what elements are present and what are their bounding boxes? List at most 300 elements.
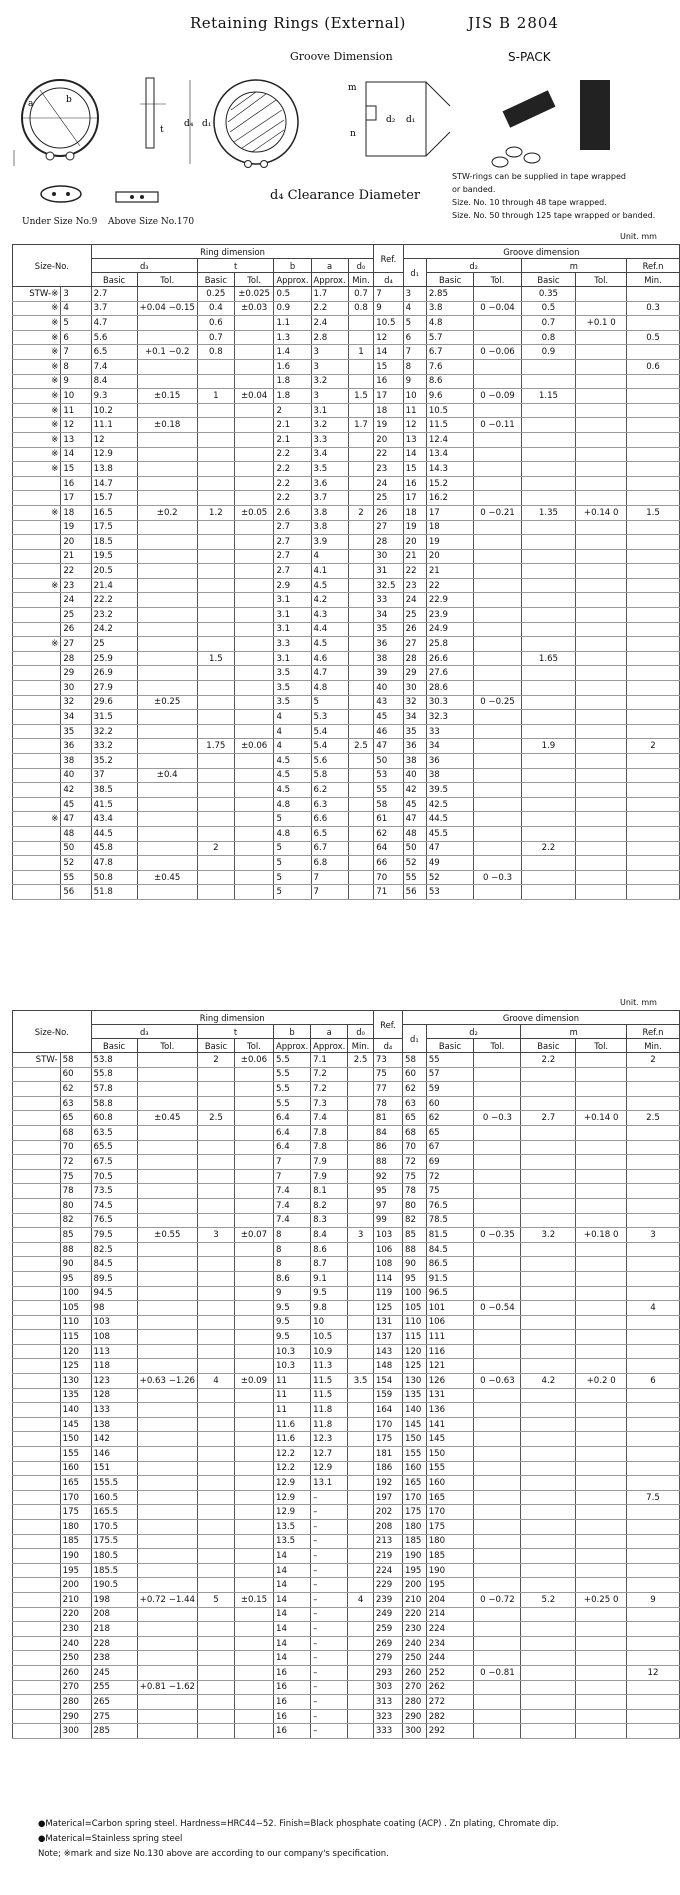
- table-cell: [234, 549, 274, 564]
- table-cell: [474, 1330, 521, 1345]
- table-cell: [234, 1388, 273, 1403]
- table-cell: 84: [373, 1125, 402, 1140]
- table-cell: 19: [403, 520, 426, 535]
- table-cell: [13, 622, 61, 637]
- table-cell: [137, 1067, 197, 1082]
- table-cell: 3.5: [348, 1374, 374, 1389]
- table-cell: [521, 1286, 576, 1301]
- table-cell: [198, 1330, 235, 1345]
- table-cell: [474, 1169, 521, 1184]
- table-cell: 78: [60, 1184, 91, 1199]
- material-note: ●Materical=Stainless spring steel: [38, 1834, 183, 1844]
- table-cell: [234, 403, 274, 418]
- table-cell: [348, 447, 374, 462]
- table-cell: 2.1: [274, 432, 311, 447]
- table-cell: [474, 564, 521, 579]
- table-cell: 47: [374, 739, 403, 754]
- table-cell: [627, 1198, 680, 1213]
- table-cell: 7.4: [274, 1184, 311, 1199]
- table-cell: 7.8: [311, 1125, 348, 1140]
- table-cell: [521, 1549, 576, 1564]
- table-cell: 170: [402, 1490, 426, 1505]
- col-approx: Approx.: [274, 1039, 311, 1053]
- table-cell: 249: [373, 1607, 402, 1622]
- table-cell: [197, 666, 234, 681]
- table-cell: [348, 695, 374, 710]
- table-row: [13, 505, 680, 520]
- table-cell: [474, 1257, 521, 1272]
- table-cell: 6: [61, 330, 91, 345]
- table-cell: [197, 681, 234, 696]
- table-cell: [627, 870, 680, 885]
- table-cell: [521, 1315, 576, 1330]
- table-cell: [137, 330, 197, 345]
- table-cell: 260: [60, 1665, 91, 1680]
- table-cell: [198, 1461, 235, 1476]
- table-cell: 34: [61, 710, 91, 725]
- table-cell: [474, 1695, 521, 1710]
- table-cell: 82.5: [91, 1242, 137, 1257]
- table-cell: 1: [348, 345, 374, 360]
- table-cell: 26.9: [91, 666, 137, 681]
- table-cell: [627, 1096, 680, 1111]
- table-cell: 165.5: [91, 1505, 137, 1520]
- table-cell: [13, 1651, 61, 1666]
- table-cell: 82: [60, 1213, 91, 1228]
- table-cell: 36: [374, 637, 403, 652]
- table-cell: 63: [60, 1096, 91, 1111]
- table-cell: [234, 710, 274, 725]
- table-cell: 0.5: [521, 301, 576, 316]
- table-cell: [521, 783, 576, 798]
- table-cell: [576, 1432, 627, 1447]
- table-cell: [521, 491, 576, 506]
- table-cell: [627, 1709, 680, 1724]
- table-cell: [474, 520, 521, 535]
- table-cell: 131: [373, 1315, 402, 1330]
- table-cell: 208: [91, 1607, 137, 1622]
- table-cell: 269: [373, 1636, 402, 1651]
- table-cell: 20: [403, 535, 426, 550]
- table-cell: [197, 812, 234, 827]
- table-cell: [474, 1140, 521, 1155]
- table-cell: [576, 710, 627, 725]
- table-cell: 2.2: [521, 1053, 576, 1068]
- table-cell: 3.8: [426, 301, 474, 316]
- col-basic: Basic: [197, 273, 234, 287]
- table-cell: [234, 608, 274, 623]
- table-cell: [197, 447, 234, 462]
- table-cell: 0.7: [197, 330, 234, 345]
- table-cell: 52: [403, 856, 426, 871]
- col-m: m: [521, 1025, 627, 1039]
- table-cell: [137, 1213, 197, 1228]
- table-cell: [474, 1549, 521, 1564]
- table-cell: [348, 1315, 374, 1330]
- table-cell: [13, 1082, 61, 1097]
- table-cell: 2: [627, 1053, 680, 1068]
- table-cell: [627, 1636, 680, 1651]
- table-cell: [627, 564, 680, 579]
- table-cell: 6.8: [311, 856, 348, 871]
- table-cell: [13, 1505, 61, 1520]
- table-cell: 70: [60, 1140, 91, 1155]
- table-cell: 282: [426, 1709, 474, 1724]
- table-cell: [348, 856, 374, 871]
- spack-note: Size. No. 10 through 48 tape wrapped.: [452, 198, 607, 207]
- table-cell: [627, 841, 680, 856]
- table-cell: ※: [13, 462, 61, 477]
- table-cell: 4.7: [91, 316, 137, 331]
- col-tol: Tol.: [234, 1039, 273, 1053]
- table-row: [13, 578, 680, 593]
- table-cell: 10: [403, 389, 426, 404]
- table-cell: 12: [403, 418, 426, 433]
- table-cell: 91.5: [426, 1271, 474, 1286]
- table-cell: [198, 1724, 235, 1739]
- table-cell: [627, 1242, 680, 1257]
- table-cell: 32.3: [426, 710, 474, 725]
- table-cell: [13, 1636, 61, 1651]
- table-row: [13, 695, 680, 710]
- svg-text:d₁: d₁: [202, 119, 212, 129]
- table-cell: ※: [13, 418, 61, 433]
- table-cell: 59: [426, 1082, 474, 1097]
- table-cell: 7.4: [274, 1213, 311, 1228]
- table-cell: +0.18 0: [576, 1228, 627, 1243]
- table-cell: ※: [13, 301, 61, 316]
- table-cell: [197, 826, 234, 841]
- table-cell: [137, 1505, 197, 1520]
- table-cell: 3.2: [311, 374, 348, 389]
- table-cell: 16: [61, 476, 91, 491]
- table-cell: 101: [426, 1301, 474, 1316]
- table-cell: [197, 783, 234, 798]
- table-cell: 44.5: [426, 812, 474, 827]
- table-cell: 21.4: [91, 578, 137, 593]
- table-cell: [13, 651, 61, 666]
- table-cell: ※: [13, 447, 61, 462]
- table-cell: 185: [426, 1549, 474, 1564]
- table-cell: [137, 1636, 197, 1651]
- table-cell: [234, 1520, 273, 1535]
- table-cell: [474, 330, 521, 345]
- spack-notes: [452, 170, 655, 222]
- table-cell: 72: [402, 1155, 426, 1170]
- table-cell: [521, 564, 576, 579]
- col-basic: Basic: [426, 273, 474, 287]
- table-cell: 198: [91, 1592, 137, 1607]
- table-cell: [137, 1257, 197, 1272]
- table-cell: [474, 739, 521, 754]
- table-cell: 25.9: [91, 651, 137, 666]
- table-cell: 3.1: [274, 608, 311, 623]
- table-cell: [627, 637, 680, 652]
- table-cell: 2.1: [274, 418, 311, 433]
- table-cell: +0.2 0: [576, 1374, 627, 1389]
- table-cell: 79.5: [91, 1228, 137, 1243]
- table-cell: 9.5: [274, 1330, 311, 1345]
- table-cell: 58: [374, 797, 403, 812]
- table-cell: 52: [61, 856, 91, 871]
- table-cell: 12.2: [274, 1447, 311, 1462]
- table-cell: [137, 1344, 197, 1359]
- table-cell: [521, 637, 576, 652]
- table-cell: [348, 1622, 374, 1637]
- table-cell: 30.3: [426, 695, 474, 710]
- table-cell: [197, 797, 234, 812]
- table-cell: [474, 578, 521, 593]
- table-cell: 100: [402, 1286, 426, 1301]
- table-cell: ※: [13, 432, 61, 447]
- table-cell: 82: [402, 1213, 426, 1228]
- table-cell: 35: [403, 724, 426, 739]
- table-cell: [198, 1184, 235, 1199]
- table-cell: 11.5: [426, 418, 474, 433]
- table-cell: 3.7: [91, 301, 137, 316]
- table-cell: 0.8: [197, 345, 234, 360]
- table-cell: –: [311, 1549, 348, 1564]
- table-cell: 6.7: [311, 841, 348, 856]
- table-cell: 3.5: [274, 666, 311, 681]
- table-cell: 14: [274, 1622, 311, 1637]
- table-row: [13, 608, 680, 623]
- table-cell: 1.9: [521, 739, 576, 754]
- spack-note: or banded.: [452, 185, 496, 194]
- table-cell: 38: [61, 754, 91, 769]
- col-size-no: Size-No.: [13, 1011, 92, 1053]
- table-row: [13, 476, 680, 491]
- table-cell: [576, 1417, 627, 1432]
- table-row: [13, 651, 680, 666]
- table-cell: [137, 1155, 197, 1170]
- table-cell: 260: [402, 1665, 426, 1680]
- table-cell: [234, 1155, 273, 1170]
- table-cell: 230: [402, 1622, 426, 1637]
- table-cell: [13, 1242, 61, 1257]
- table-cell: [13, 1578, 61, 1593]
- table-cell: [137, 432, 197, 447]
- table-cell: 323: [373, 1709, 402, 1724]
- table-cell: 11: [403, 403, 426, 418]
- table-cell: 64: [374, 841, 403, 856]
- material-notes: [38, 1817, 559, 1862]
- table-cell: [198, 1388, 235, 1403]
- table-cell: 181: [373, 1447, 402, 1462]
- col-ref: Ref.: [374, 245, 403, 273]
- table-cell: 208: [373, 1520, 402, 1535]
- table-cell: ※: [13, 637, 61, 652]
- table-cell: 8.1: [311, 1184, 348, 1199]
- table-cell: 36: [61, 739, 91, 754]
- table-cell: 6: [627, 1374, 680, 1389]
- table-cell: 90: [60, 1257, 91, 1272]
- table-cell: 270: [402, 1680, 426, 1695]
- table-cell: [137, 491, 197, 506]
- table-cell: [576, 447, 627, 462]
- table-cell: [198, 1155, 235, 1170]
- table-cell: 71: [374, 885, 403, 900]
- table-cell: 9: [627, 1592, 680, 1607]
- table-cell: [627, 1563, 680, 1578]
- table-cell: [348, 768, 374, 783]
- table-cell: 41.5: [91, 797, 137, 812]
- table-cell: 55: [61, 870, 91, 885]
- table-cell: 88: [402, 1242, 426, 1257]
- table-cell: [521, 826, 576, 841]
- table-cell: 133: [91, 1403, 137, 1418]
- table-cell: [576, 462, 627, 477]
- table-cell: [474, 1067, 521, 1082]
- table-cell: 2.8: [311, 330, 348, 345]
- table-cell: 4: [198, 1374, 235, 1389]
- table-cell: [197, 491, 234, 506]
- table-cell: 50: [61, 841, 91, 856]
- table-cell: [576, 432, 627, 447]
- table-cell: [521, 1476, 576, 1491]
- table-cell: 13.5: [274, 1520, 311, 1535]
- table-cell: [198, 1490, 235, 1505]
- table-cell: [234, 651, 274, 666]
- table-cell: [198, 1476, 235, 1491]
- table-cell: ±0.09: [234, 1374, 273, 1389]
- table-cell: 3.3: [274, 637, 311, 652]
- table-cell: [576, 681, 627, 696]
- spack-image: [484, 70, 634, 170]
- col-min: Min.: [348, 1039, 374, 1053]
- table-cell: 80: [60, 1198, 91, 1213]
- table-cell: ±0.04: [234, 389, 274, 404]
- table-cell: [197, 754, 234, 769]
- page-title: Retaining Rings (External): [190, 14, 406, 32]
- table-cell: [627, 593, 680, 608]
- table-cell: 164: [373, 1403, 402, 1418]
- table-cell: 11.6: [274, 1432, 311, 1447]
- table-cell: 123: [91, 1374, 137, 1389]
- table-cell: 75: [373, 1067, 402, 1082]
- table-cell: 3.5: [274, 695, 311, 710]
- table-cell: 6.6: [311, 812, 348, 827]
- table-cell: 1.7: [348, 418, 374, 433]
- table-cell: [137, 535, 197, 550]
- table-cell: 4: [61, 301, 91, 316]
- table-cell: [576, 1534, 627, 1549]
- col-b: b: [274, 1025, 311, 1039]
- table-cell: 229: [373, 1578, 402, 1593]
- table-cell: [198, 1082, 235, 1097]
- table-row: [13, 491, 680, 506]
- table-cell: 0 −0.25: [474, 695, 521, 710]
- table-cell: 55: [403, 870, 426, 885]
- table-cell: 8: [274, 1257, 311, 1272]
- table-cell: [627, 1417, 680, 1432]
- table-row: [13, 1198, 680, 1213]
- table-cell: [474, 797, 521, 812]
- table-row: [13, 418, 680, 433]
- groove-dimension-title: Groove Dimension: [290, 50, 393, 63]
- table-cell: [627, 1622, 680, 1637]
- col-tol: Tol.: [137, 1039, 197, 1053]
- table-cell: [348, 1607, 374, 1622]
- table-cell: 17: [426, 505, 474, 520]
- table-cell: [234, 1301, 273, 1316]
- table-cell: [348, 622, 374, 637]
- table-cell: [627, 1271, 680, 1286]
- table-cell: 14.7: [91, 476, 137, 491]
- table-cell: [474, 447, 521, 462]
- table-cell: 23: [61, 578, 91, 593]
- table-cell: [576, 1520, 627, 1535]
- table-cell: 17: [61, 491, 91, 506]
- table-cell: [521, 856, 576, 871]
- col-ring-dimension: Ring dimension: [91, 245, 374, 259]
- table-cell: [576, 287, 627, 302]
- table-cell: [197, 462, 234, 477]
- table-cell: 119: [373, 1286, 402, 1301]
- table-cell: [576, 374, 627, 389]
- table-cell: [348, 666, 374, 681]
- table-cell: [234, 1724, 273, 1739]
- table-cell: 0 −0.06: [474, 345, 521, 360]
- table-cell: 155: [426, 1461, 474, 1476]
- table-cell: [627, 666, 680, 681]
- table-cell: 130: [60, 1374, 91, 1389]
- table-cell: 45: [374, 710, 403, 725]
- table-cell: 35: [61, 724, 91, 739]
- table-cell: [197, 520, 234, 535]
- table-cell: ±0.45: [137, 1111, 197, 1126]
- table-cell: 7.1: [311, 1053, 348, 1068]
- table-cell: [348, 1636, 374, 1651]
- table-cell: [521, 1417, 576, 1432]
- table-cell: [627, 695, 680, 710]
- table-cell: 5.3: [311, 710, 348, 725]
- table-cell: [137, 754, 197, 769]
- table-cell: [576, 608, 627, 623]
- table-cell: [521, 695, 576, 710]
- table-cell: 35.2: [91, 754, 137, 769]
- table-cell: [348, 1709, 374, 1724]
- table-cell: [197, 578, 234, 593]
- table-row: [13, 1665, 680, 1680]
- col-d2: d₂: [426, 1025, 521, 1039]
- table-cell: 3: [627, 1228, 680, 1243]
- table-row: [13, 1520, 680, 1535]
- table-cell: [234, 330, 274, 345]
- table-cell: 115: [60, 1330, 91, 1345]
- table-cell: [627, 1213, 680, 1228]
- table-row: [13, 1490, 680, 1505]
- table-cell: 110: [402, 1315, 426, 1330]
- col-refn: Ref.n: [627, 259, 680, 273]
- table-cell: 90: [402, 1257, 426, 1272]
- table-cell: [137, 724, 197, 739]
- col-approx: Approx.: [274, 273, 311, 287]
- table-cell: [234, 1213, 273, 1228]
- table-cell: [13, 476, 61, 491]
- table-cell: 2.5: [627, 1111, 680, 1126]
- table-cell: [474, 885, 521, 900]
- table-cell: 57: [426, 1067, 474, 1082]
- table-cell: [521, 1198, 576, 1213]
- table-cell: 155.5: [91, 1476, 137, 1491]
- table-cell: 105: [402, 1301, 426, 1316]
- table-cell: [13, 593, 61, 608]
- table-cell: [197, 710, 234, 725]
- table-cell: 30: [374, 549, 403, 564]
- table-cell: [13, 1665, 61, 1680]
- table-cell: 27: [374, 520, 403, 535]
